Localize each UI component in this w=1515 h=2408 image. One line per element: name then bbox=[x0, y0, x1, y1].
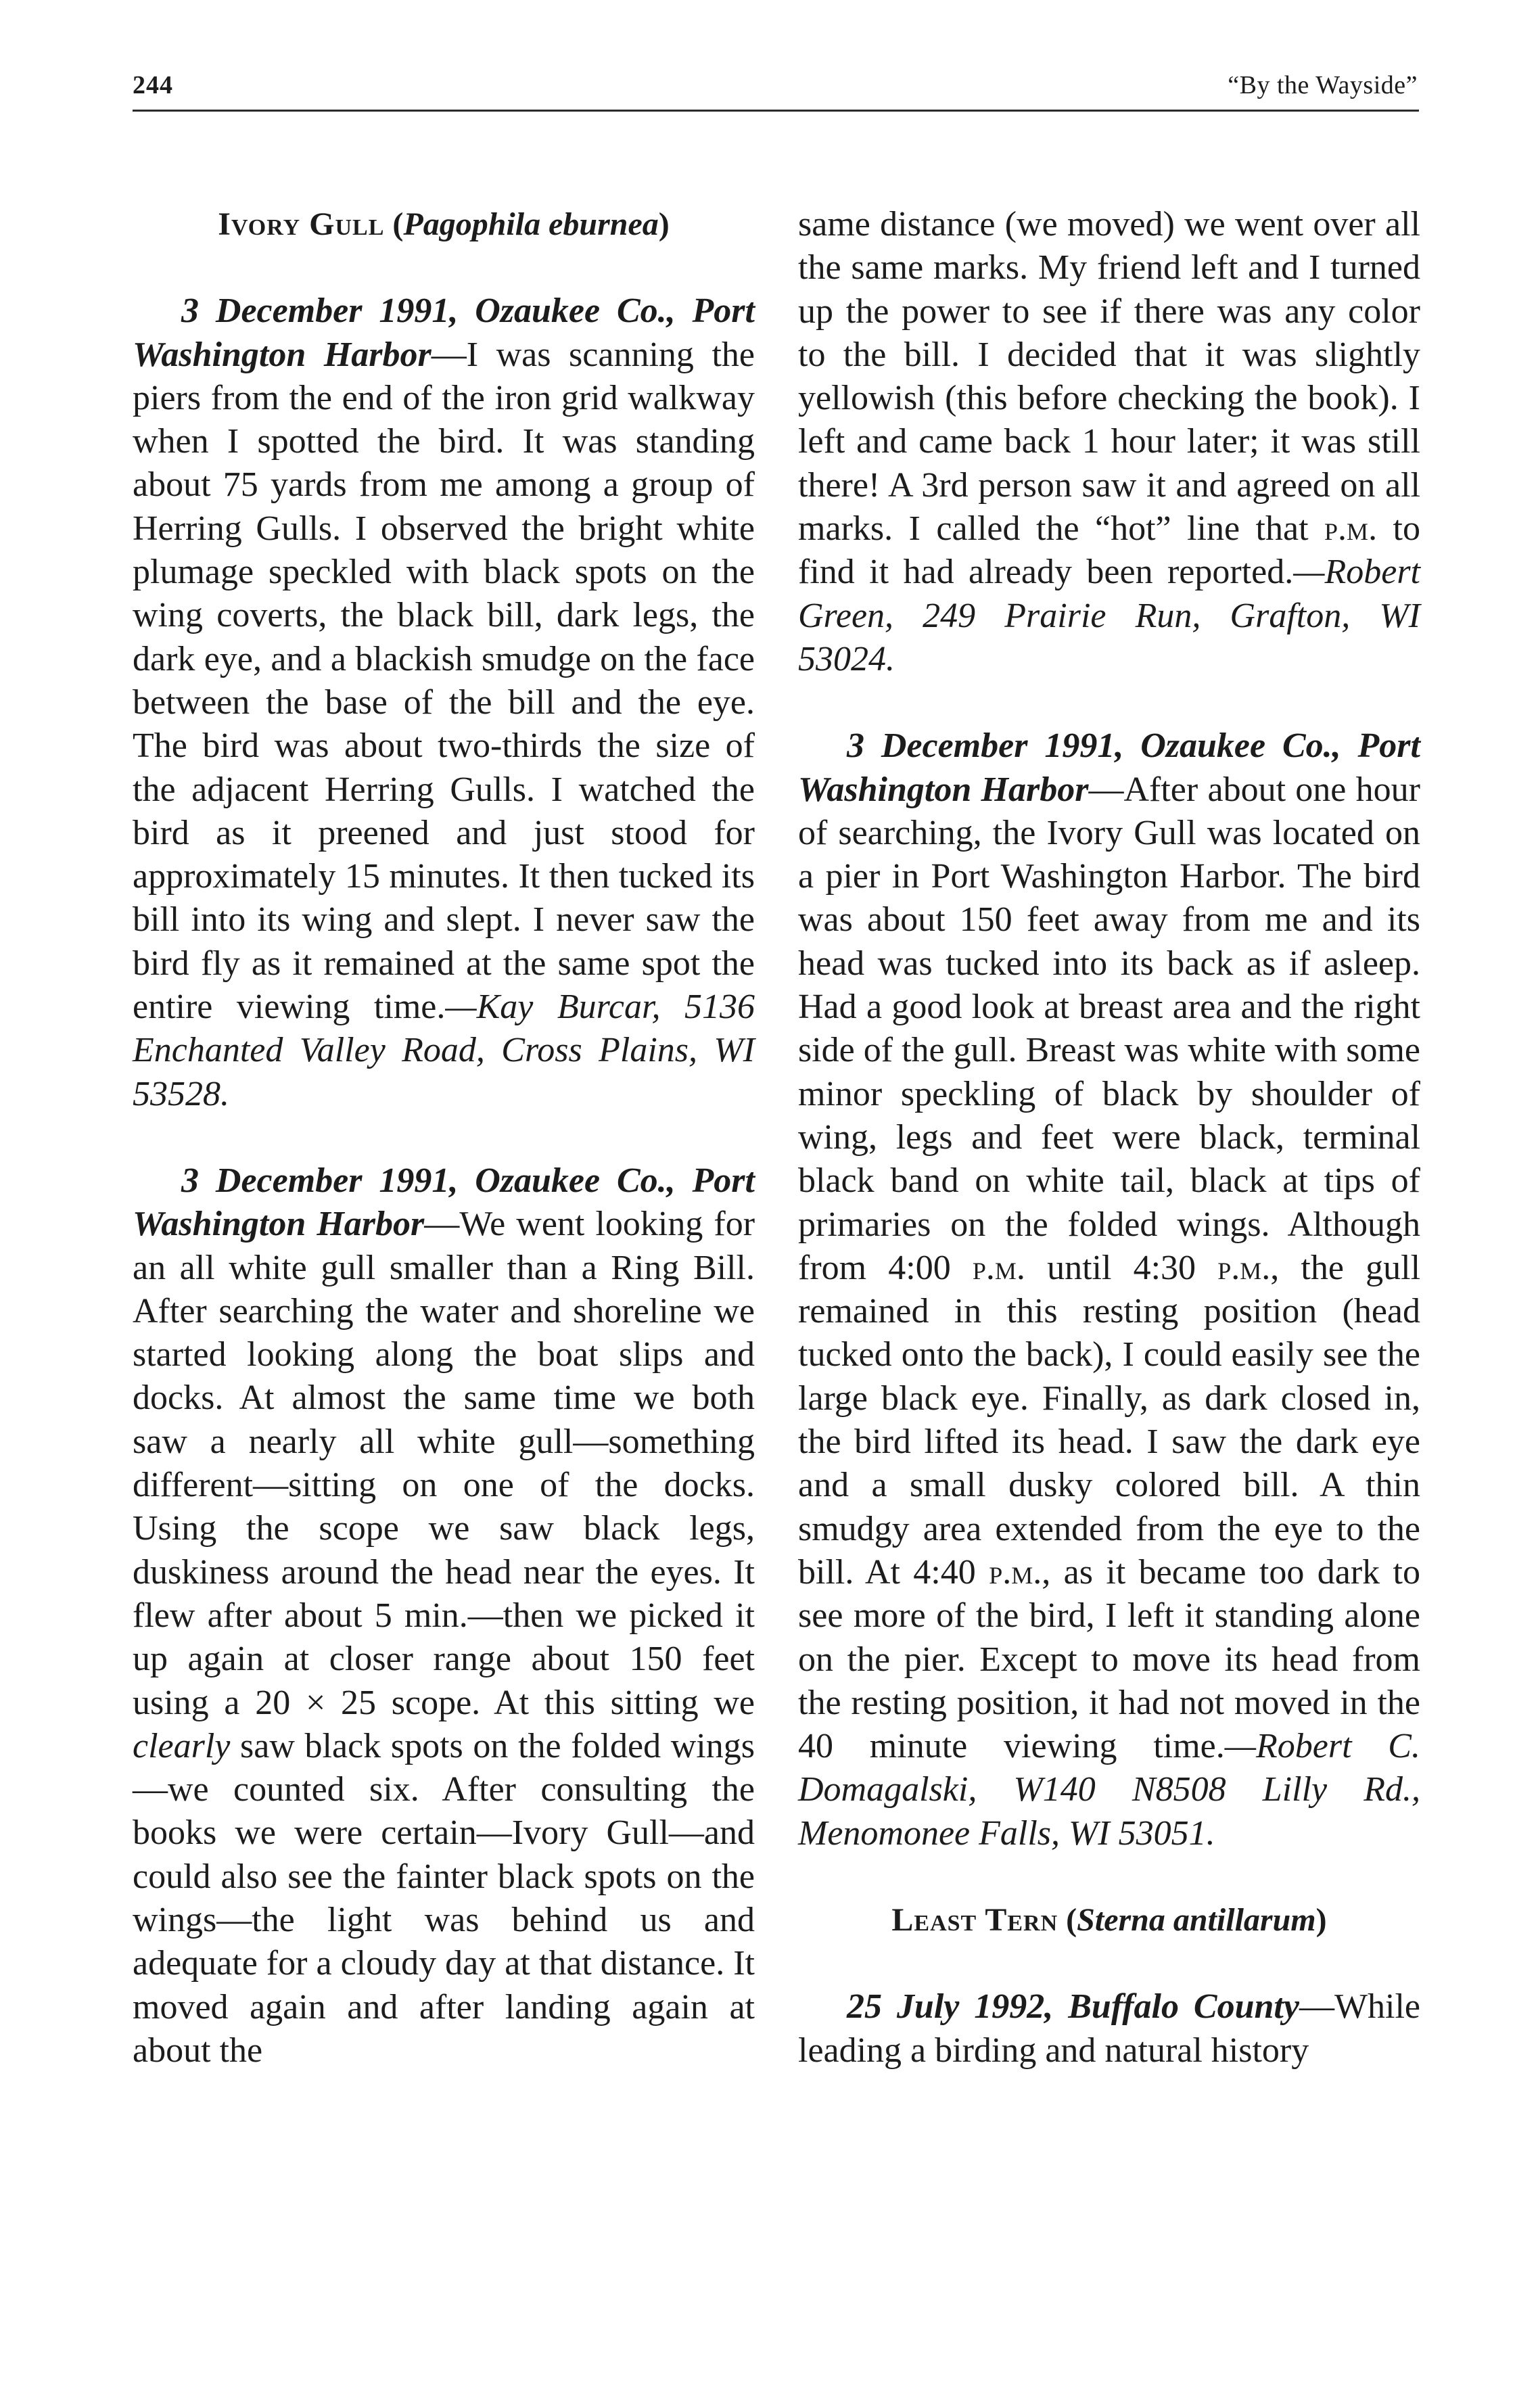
running-head: “By the Wayside” bbox=[1228, 71, 1418, 99]
entry-signature: —Robert C. Domagalski, W140 N8508 Lilly Rd., Menomonee Falls, WI 53051. bbox=[798, 1727, 1420, 1853]
page-number: 244 bbox=[133, 71, 173, 99]
entry-text: —I was scanning the piers from the end of the iron grid walkway when I spotted the bird. It was standing about 75 yards from me among a group of Herring Gulls. I observed the bright white plumage speckled with black spots on the wing coverts, the black bill, dark legs, the dark eye, and a blackish smudge on the face between the base of the bill and the eye. The bird was about two-thirds the size of the adjacent Herring Gulls. I watched the bird as it preened and just stood for approximately 15 minutes. It then tucked its bill into its wing and slept. I never saw the bird fly as it remained at the same spot the entire viewing time. bbox=[133, 335, 755, 1027]
close-paren: ) bbox=[1315, 1901, 1327, 1938]
entry-date-location: 3 December 1991, Ozaukee Co., Port Washington Harbor bbox=[133, 292, 755, 374]
time-abbrev: p.m. bbox=[1324, 509, 1378, 549]
open-paren: ( bbox=[1058, 1901, 1077, 1938]
sighting-entry-burcar bbox=[133, 290, 755, 1116]
species-heading-least-tern bbox=[798, 1899, 1420, 1942]
species-common-name: Ivory Gull bbox=[218, 206, 385, 242]
left-column bbox=[133, 203, 755, 2073]
sighting-entry-least-tern bbox=[798, 1985, 1420, 2073]
entry-date-location: 25 July 1992, Buffalo County bbox=[847, 1987, 1299, 2027]
time-abbrev: p.m. bbox=[989, 1552, 1042, 1592]
sighting-entry-domagalski bbox=[798, 724, 1420, 1855]
sighting-entry-green bbox=[133, 1159, 755, 2073]
species-heading-ivory-gull bbox=[133, 203, 755, 246]
sighting-entry-green-continued bbox=[798, 203, 1420, 681]
entry-text: until 4:30 bbox=[1025, 1248, 1218, 1287]
entry-text: same distance (we moved) we went over all the same marks. My friend left and I turned up the power to see if there was any color to the bill. I decided that it was slightly yellowish (this before checking the book). I left and came back 1 hour later; it was still there! A 3rd person saw it and agreed on all marks. I called the “hot” line that bbox=[798, 205, 1420, 549]
species-scientific-name: Sterna antillarum bbox=[1077, 1901, 1316, 1938]
entry-text: saw black spots on the folded wings—we counted six. After consulting the books we were certain—Ivory Gull—and could also see the fainter black spots on the wings—the light was behind us and adequate for a cloudy day at that distance. It moved again and after landing again at about the bbox=[133, 1726, 755, 2070]
entry-emphasis: clearly bbox=[133, 1726, 231, 1765]
entry-signature: —Robert Green, 249 Prairie Run, Grafton, WI 53024. bbox=[798, 553, 1420, 678]
entry-date-location: 3 December 1991, Ozaukee Co., Port Washington Harbor bbox=[133, 1161, 755, 1244]
entry-date-location: 3 December 1991, Ozaukee Co., Port Washington Harbor bbox=[798, 726, 1420, 809]
species-scientific-name: Pagophila eburnea bbox=[403, 206, 659, 242]
open-paren: ( bbox=[384, 206, 404, 242]
entry-text: to find it had already been reported. bbox=[798, 509, 1420, 592]
entry-text: —We went looking for an all white gull smaller than a Ring Bill. After searching the water and shoreline we started looking along the boat slips and docks. At almost the same time we both saw a nearly all white gull—something different—sitting on one of the docks. Using the scope we saw black legs, duskiness around the head near the eyes. It flew after about 5 min.—then we picked it up again at closer range about 150 feet using a 20 × 25 scope. At this sitting we bbox=[133, 1205, 755, 1722]
time-abbrev: p.m. bbox=[1217, 1248, 1271, 1287]
entry-text: , the gull remained in this resting position (head tucked onto the back), I could easily see the large black eye. Finally, as dark closed in, the bird lifted its head. I saw the dark eye and a small dusky colored bill. A thin smudgy area extended from the eye to the bill. At 4:40 bbox=[798, 1248, 1421, 1592]
entry-text: —After about one hour of searching, the Ivory Gull was located on a pier in Port Washington Harbor. The bird was about 150 feet away from me and its head was tucked into its back as if asleep. Had a good look at breast area and the right side of the gull. Breast was white with some minor speckling of black by shoulder of wing, legs and feet were black, terminal black band on white tail, black at tips of primaries on the folded wings. Although from 4:00 bbox=[798, 770, 1420, 1287]
entry-text: , as it became too dark to see more of the bird, I left it standing alone on the pier. Except to move its head from the resting position, it had not moved in the 40 minute viewing time. bbox=[798, 1552, 1420, 1766]
page-header bbox=[133, 70, 1418, 111]
close-paren: ) bbox=[658, 206, 670, 242]
time-abbrev: p.m. bbox=[972, 1248, 1025, 1287]
right-column bbox=[798, 203, 1420, 2073]
header-rule bbox=[133, 110, 1419, 112]
entry-signature: —Kay Burcar, 5136 Enchanted Valley Road, Cross Plains, WI 53528. bbox=[133, 988, 755, 1113]
entry-text: —While leading a birding and natural history bbox=[798, 1987, 1420, 2070]
species-common-name: Least Tern bbox=[891, 1901, 1058, 1938]
